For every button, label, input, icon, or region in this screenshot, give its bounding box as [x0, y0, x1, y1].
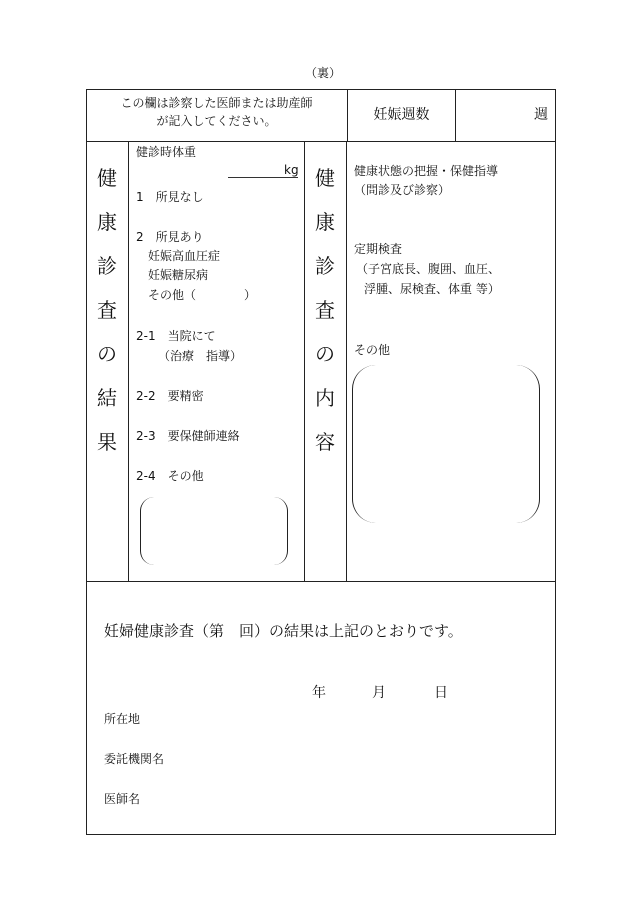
content-title-char: 査	[315, 298, 335, 322]
results-title-char: 果	[97, 430, 117, 454]
content-title-char: 容	[315, 430, 335, 454]
instruction-line-2: が記入してください。	[156, 114, 277, 128]
result-option-findings[interactable]: 2 所見あり	[136, 230, 204, 244]
pregnancy-weeks-unit: 週	[534, 107, 548, 123]
other-result-bracket[interactable]	[140, 497, 288, 565]
guidance-line-2: （問診及び診察）	[354, 183, 451, 197]
findings-other[interactable]: その他（ ）	[148, 288, 257, 302]
pregnancy-weeks-field[interactable]	[460, 100, 528, 130]
results-title-char: 健	[97, 166, 117, 190]
guidance-line-1: 健康状態の把握・保健指導	[354, 164, 499, 178]
periodic-exam-label: 定期検査	[354, 242, 403, 256]
result-option-no-findings[interactable]: 1 所見なし	[136, 190, 204, 204]
periodic-exam-line-1: （子宮底長、腹囲、血圧、	[356, 262, 501, 276]
address-field[interactable]	[160, 708, 540, 728]
header-divider	[86, 141, 556, 142]
header-col-divider-2	[455, 89, 456, 141]
results-vertical-title	[92, 168, 122, 476]
institution-label: 委託機関名	[104, 752, 165, 766]
weight-field[interactable]	[228, 160, 284, 177]
content-title-char: 健	[315, 166, 335, 190]
year-label: 年	[312, 685, 326, 701]
month-label: 月	[372, 685, 386, 701]
findings-diabetes[interactable]: 妊娠糖尿病	[148, 268, 209, 282]
weight-label: 健診時体重	[136, 145, 197, 159]
day-label: 日	[434, 685, 448, 701]
results-title-char: 診	[97, 254, 117, 278]
doctor-field[interactable]	[160, 788, 540, 808]
result-option-2-4[interactable]: 2-4 その他	[136, 469, 204, 483]
instruction-line-1: この欄は診察した医師または助産師	[120, 96, 313, 110]
weight-input-line	[228, 177, 298, 178]
content-title-char: 内	[315, 386, 335, 410]
results-content-divider	[304, 141, 305, 581]
results-title-char: 康	[97, 210, 117, 234]
results-title-char: 結	[97, 386, 117, 410]
content-title-char: 診	[315, 254, 335, 278]
content-title-char: 康	[315, 210, 335, 234]
findings-hypertension[interactable]: 妊娠高血圧症	[148, 249, 221, 263]
certification-statement: 妊婦健康診査（第 回）の結果は上記のとおりです。	[104, 622, 463, 640]
results-title-char: 査	[97, 298, 117, 322]
content-title-divider	[346, 141, 347, 581]
result-option-2-2[interactable]: 2-2 要精密	[136, 389, 204, 403]
weight-unit: kg	[284, 163, 299, 177]
instruction-cell	[86, 94, 347, 130]
institution-field[interactable]	[180, 748, 540, 768]
page-side-marker: （裏）	[305, 66, 342, 80]
other-content-bracket[interactable]	[352, 365, 540, 523]
periodic-exam-line-2: 浮腫、尿検査、体重 等）	[364, 282, 500, 296]
pregnancy-weeks-label: 妊娠週数	[373, 107, 430, 123]
result-option-2-1[interactable]: 2-1 当院にて	[136, 329, 216, 343]
content-vertical-title	[310, 168, 340, 476]
content-title-char: の	[315, 342, 335, 366]
results-title-divider	[128, 141, 129, 581]
doctor-label: 医師名	[104, 792, 141, 806]
other-content-label: その他	[354, 343, 391, 357]
body-divider	[86, 581, 556, 582]
address-label: 所在地	[104, 712, 141, 726]
result-option-2-1-detail: （治療 指導）	[158, 349, 243, 363]
result-option-2-3[interactable]: 2-3 要保健師連絡	[136, 429, 240, 443]
results-title-char: の	[97, 342, 117, 366]
